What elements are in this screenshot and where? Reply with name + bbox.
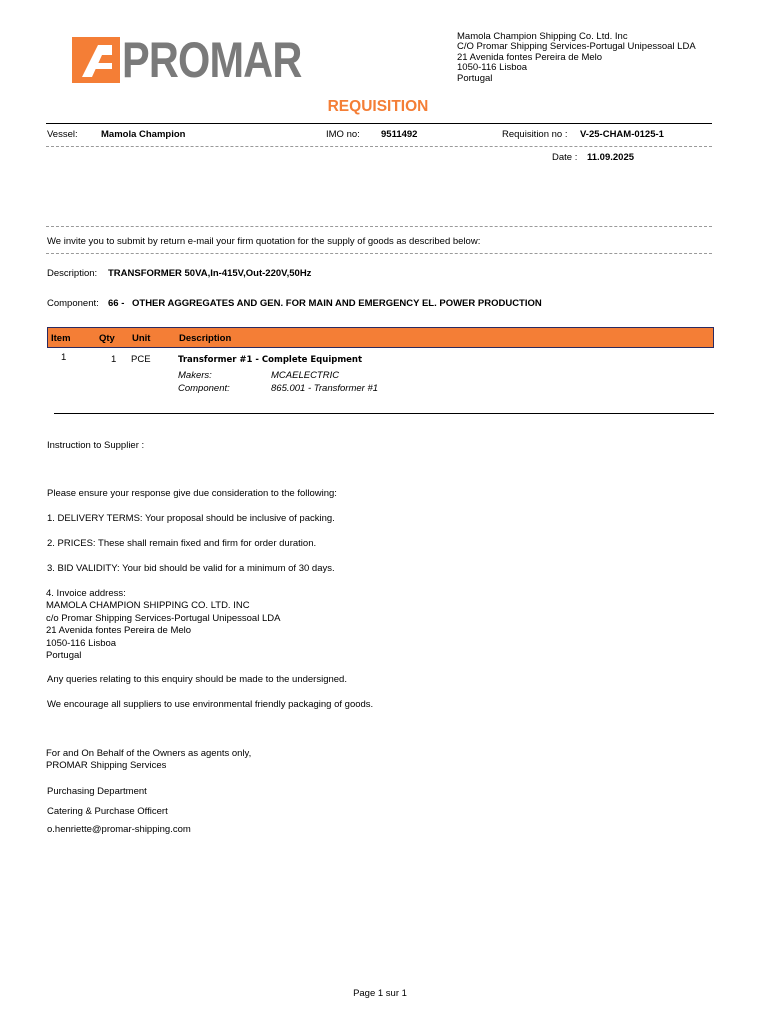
items-table-header: [47, 327, 714, 348]
invoice-line: c/o Promar Shipping Services-Portugal Unipessoal LDA: [46, 612, 281, 624]
dashed-divider: [46, 226, 712, 227]
column-header-qty: Qty: [99, 333, 115, 344]
description-value: TRANSFORMER 50VA,In-415V,Out-220V,50Hz: [108, 268, 312, 279]
row-title: Transformer #1 - Complete Equipment: [178, 355, 363, 365]
signature-block: [46, 748, 251, 773]
signature-line: PROMAR Shipping Services: [46, 760, 167, 772]
logo-wordmark: PROMAR: [122, 32, 302, 88]
invoice-address: [46, 588, 280, 662]
officer-text: Catering & Purchase Officert: [47, 806, 168, 817]
company-address: [457, 32, 696, 84]
company-line: Mamola Champion Shipping Co. Ltd. Inc: [457, 31, 628, 42]
contact-email: o.henriette@promar-shipping.com: [47, 824, 191, 835]
department-text: Purchasing Department: [47, 786, 147, 797]
dashed-divider: [46, 253, 712, 254]
promar-logo-mark-icon: [72, 37, 120, 83]
component-value: OTHER AGGREGATES AND GEN. FOR MAIN AND EMERGENCY EL. POWER PRODUCTION: [132, 298, 542, 309]
date-value: 11.09.2025: [587, 152, 635, 163]
column-header-description: Description: [179, 333, 232, 344]
imo-label: IMO no:: [326, 129, 360, 140]
row-component-label: Component:: [178, 383, 230, 394]
requisition-value: V-25-CHAM-0125-1: [580, 129, 664, 140]
requisition-label: Requisition no :: [502, 129, 568, 140]
date-label: Date :: [552, 152, 578, 163]
company-line: C/O Promar Shipping Services-Portugal Unipessoal LDA: [457, 41, 696, 53]
invoice-line: 21 Avenida fontes Pereira de Melo: [46, 625, 192, 637]
company-line: 1050-116 Lisboa: [457, 62, 528, 74]
document-title: REQUISITION: [327, 98, 429, 115]
signature-line: For and On Behalf of the Owners as agents only,: [46, 748, 252, 759]
invoice-line: Portugal: [46, 650, 82, 662]
environment-text: We encourage all suppliers to use environmental friendly packaging of goods.: [47, 699, 374, 710]
consideration-text: Please ensure your response give due consideration to the following:: [47, 488, 337, 499]
invoice-line: 1050-116 Lisboa: [46, 637, 117, 649]
instruction-heading: Instruction to Supplier :: [47, 440, 145, 451]
row-qty: 1: [111, 354, 117, 365]
row-unit: PCE: [131, 354, 151, 365]
row-component-value: 865.001 - Transformer #1: [271, 383, 379, 394]
vessel-value: Mamola Champion: [101, 129, 186, 140]
component-label: Component:: [47, 298, 99, 309]
dashed-divider: [46, 146, 712, 147]
imo-value: 9511492: [381, 129, 418, 140]
delivery-terms: 1. DELIVERY TERMS: Your proposal should be inclusive of packing.: [47, 513, 335, 524]
promar-logo: [72, 32, 302, 88]
bid-validity-terms: 3. BID VALIDITY: Your bid should be valid for a minimum of 30 days.: [47, 563, 335, 574]
header-divider: [46, 123, 712, 124]
column-header-item: Item: [51, 333, 71, 344]
row-makers-label: Makers:: [178, 370, 212, 381]
queries-text: Any queries relating to this enquiry should be made to the undersigned.: [47, 674, 347, 685]
row-item: 1: [61, 352, 67, 363]
invoice-line: MAMOLA CHAMPION SHIPPING CO. LTD. INC: [46, 600, 250, 612]
prices-terms: 2. PRICES: These shall remain fixed and firm for order duration.: [47, 538, 317, 549]
column-header-unit: Unit: [132, 333, 151, 344]
company-line: Portugal: [457, 72, 493, 84]
vessel-label: Vessel:: [47, 129, 78, 140]
invoice-line: 4. Invoice address:: [46, 588, 126, 599]
table-bottom-line: [54, 413, 714, 414]
description-label: Description:: [47, 268, 98, 279]
page-number: Page 1 sur 1: [353, 988, 407, 999]
component-code: 66 -: [108, 298, 125, 309]
invite-text: We invite you to submit by return e-mail your firm quotation for the supply of goods as described below:: [47, 236, 481, 247]
company-line: 21 Avenida fontes Pereira de Melo: [457, 51, 603, 63]
row-makers-value: MCAELECTRIC: [271, 370, 340, 381]
